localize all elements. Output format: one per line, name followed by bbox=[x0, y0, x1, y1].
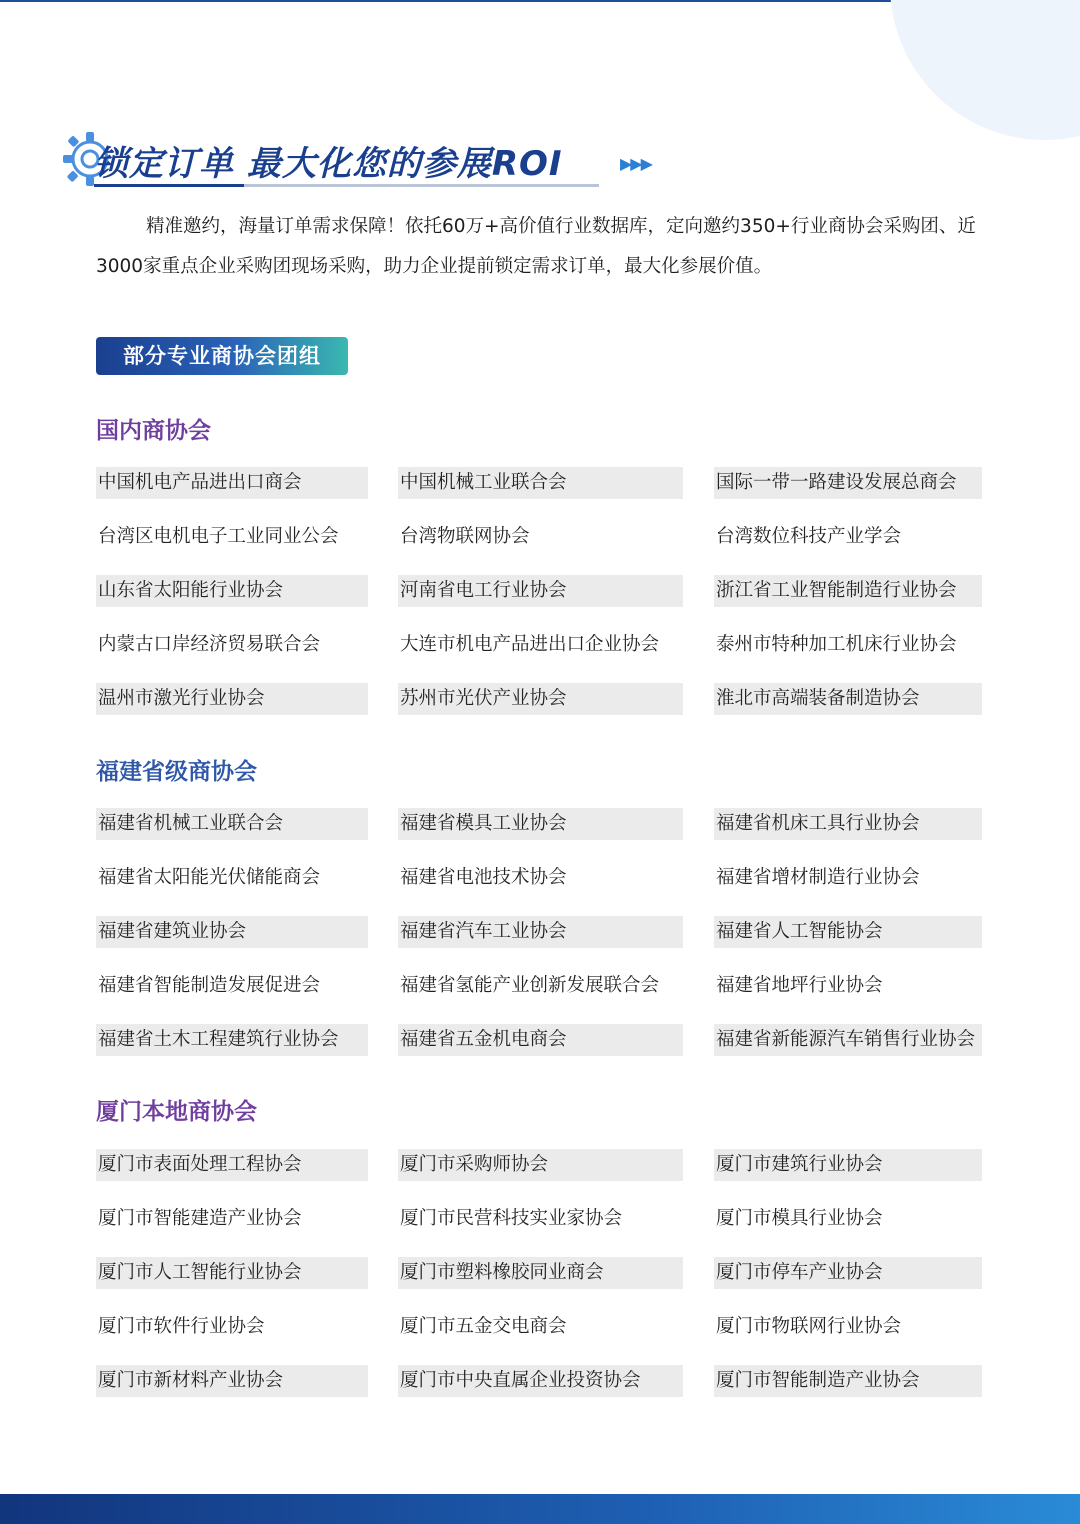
association-item bbox=[96, 1024, 368, 1056]
association-item bbox=[96, 970, 368, 1002]
association-item bbox=[714, 1203, 982, 1235]
association-name: 浙江省工业智能制造行业协会 bbox=[716, 580, 957, 601]
association-name: 厦门市停车产业协会 bbox=[716, 1262, 883, 1283]
group-title: 厦门本地商协会 bbox=[96, 1099, 257, 1125]
association-name: 山东省太阳能行业协会 bbox=[98, 580, 284, 601]
association-name: 河南省电工行业协会 bbox=[400, 580, 567, 601]
association-name: 厦门市智能制造产业协会 bbox=[716, 1370, 920, 1391]
bottom-decorative-bar bbox=[0, 1494, 1080, 1524]
association-item bbox=[714, 862, 982, 894]
association-name: 台湾区电机电子工业同业公会 bbox=[98, 526, 339, 547]
association-name: 厦门市塑料橡胶同业商会 bbox=[400, 1262, 604, 1283]
association-item bbox=[398, 1149, 683, 1181]
association-item bbox=[96, 521, 368, 553]
association-name: 厦门市表面处理工程协会 bbox=[98, 1154, 302, 1175]
association-item bbox=[398, 629, 683, 661]
association-name: 泰州市特种加工机床行业协会 bbox=[716, 634, 957, 655]
association-item bbox=[398, 808, 683, 840]
association-item bbox=[398, 575, 683, 607]
association-name: 苏州市光伏产业协会 bbox=[400, 688, 567, 709]
association-name: 中国机电产品进出口商会 bbox=[98, 472, 302, 493]
association-name: 厦门市人工智能行业协会 bbox=[98, 1262, 302, 1283]
page-title: 锁定订单 最大化您的参展ROI bbox=[94, 144, 563, 184]
association-name: 福建省机床工具行业协会 bbox=[716, 813, 920, 834]
association-name: 厦门市物联网行业协会 bbox=[716, 1316, 902, 1337]
association-name: 厦门市中央直属企业投资协会 bbox=[400, 1370, 641, 1391]
association-item bbox=[398, 916, 683, 948]
association-item bbox=[714, 521, 982, 553]
association-item bbox=[714, 1257, 982, 1289]
association-item bbox=[398, 1203, 683, 1235]
association-item bbox=[714, 808, 982, 840]
association-name: 厦门市模具行业协会 bbox=[716, 1208, 883, 1229]
association-name: 厦门市民营科技实业家协会 bbox=[400, 1208, 623, 1229]
association-item bbox=[96, 1149, 368, 1181]
association-item bbox=[96, 1257, 368, 1289]
association-item bbox=[96, 916, 368, 948]
association-name: 福建省地坪行业协会 bbox=[716, 975, 883, 996]
association-item bbox=[96, 1365, 368, 1397]
association-item bbox=[398, 1365, 683, 1397]
association-name: 福建省电池技术协会 bbox=[400, 867, 567, 888]
association-name: 大连市机电产品进出口企业协会 bbox=[400, 634, 660, 655]
association-name: 福建省五金机电商会 bbox=[400, 1029, 567, 1050]
association-item bbox=[714, 629, 982, 661]
association-item bbox=[96, 808, 368, 840]
association-name: 福建省人工智能协会 bbox=[716, 921, 883, 942]
association-name: 福建省新能源汽车销售行业协会 bbox=[716, 1029, 976, 1050]
association-item bbox=[398, 970, 683, 1002]
group-title: 国内商协会 bbox=[96, 418, 211, 444]
association-item bbox=[398, 862, 683, 894]
association-item bbox=[714, 1311, 982, 1343]
association-item bbox=[96, 1203, 368, 1235]
association-item bbox=[398, 467, 683, 499]
association-name: 国际一带一路建设发展总商会 bbox=[716, 472, 957, 493]
association-name: 台湾物联网协会 bbox=[400, 526, 530, 547]
association-name: 福建省氢能产业创新发展联合会 bbox=[400, 975, 660, 996]
association-name: 厦门市建筑行业协会 bbox=[716, 1154, 883, 1175]
association-name: 厦门市智能建造产业协会 bbox=[98, 1208, 302, 1229]
association-name: 福建省汽车工业协会 bbox=[400, 921, 567, 942]
association-item bbox=[96, 629, 368, 661]
intro-paragraph: 精准邀约，海量订单需求保障！依托60万+高价值行业数据库，定向邀约350+行业商协会采购团、近3000家重点企业采购团现场采购，助力企业提前锁定需求订单，最大化参展价值。 bbox=[96, 216, 976, 277]
association-name: 福建省模具工业协会 bbox=[400, 813, 567, 834]
association-name: 福建省土木工程建筑行业协会 bbox=[98, 1029, 339, 1050]
association-item bbox=[714, 467, 982, 499]
association-name: 福建省太阳能光伏储能商会 bbox=[98, 867, 321, 888]
association-name: 台湾数位科技产业学会 bbox=[716, 526, 902, 547]
association-item bbox=[96, 1311, 368, 1343]
association-name: 厦门市新材料产业协会 bbox=[98, 1370, 284, 1391]
association-item bbox=[714, 1024, 982, 1056]
association-item bbox=[398, 521, 683, 553]
association-item bbox=[714, 970, 982, 1002]
association-item bbox=[714, 1149, 982, 1181]
association-name: 淮北市高端装备制造协会 bbox=[716, 688, 920, 709]
section-heading bbox=[60, 126, 700, 192]
association-item bbox=[714, 916, 982, 948]
association-name: 温州市激光行业协会 bbox=[98, 688, 265, 709]
association-item bbox=[96, 467, 368, 499]
association-name: 福建省增材制造行业协会 bbox=[716, 867, 920, 888]
title-underline-accent bbox=[94, 184, 244, 187]
decorative-corner-circle bbox=[890, 0, 1080, 140]
association-name: 厦门市软件行业协会 bbox=[98, 1316, 265, 1337]
association-name: 厦门市采购师协会 bbox=[400, 1154, 549, 1175]
association-name: 厦门市五金交电商会 bbox=[400, 1316, 567, 1337]
association-item bbox=[714, 575, 982, 607]
group-title: 福建省级商协会 bbox=[96, 759, 257, 785]
association-item bbox=[398, 1257, 683, 1289]
association-item bbox=[96, 683, 368, 715]
association-item bbox=[398, 1311, 683, 1343]
association-item bbox=[398, 683, 683, 715]
association-item bbox=[96, 862, 368, 894]
association-item bbox=[714, 683, 982, 715]
association-name: 福建省建筑业协会 bbox=[98, 921, 247, 942]
association-name: 中国机械工业联合会 bbox=[400, 472, 567, 493]
association-name: 福建省智能制造发展促进会 bbox=[98, 975, 321, 996]
association-item bbox=[714, 1365, 982, 1397]
association-item bbox=[398, 1024, 683, 1056]
association-name: 内蒙古口岸经济贸易联合会 bbox=[98, 634, 321, 655]
association-item bbox=[96, 575, 368, 607]
arrow-right-icon: ▶▶▶ bbox=[620, 154, 651, 173]
association-name: 福建省机械工业联合会 bbox=[98, 813, 284, 834]
section-banner: 部分专业商协会团组 bbox=[96, 337, 348, 375]
